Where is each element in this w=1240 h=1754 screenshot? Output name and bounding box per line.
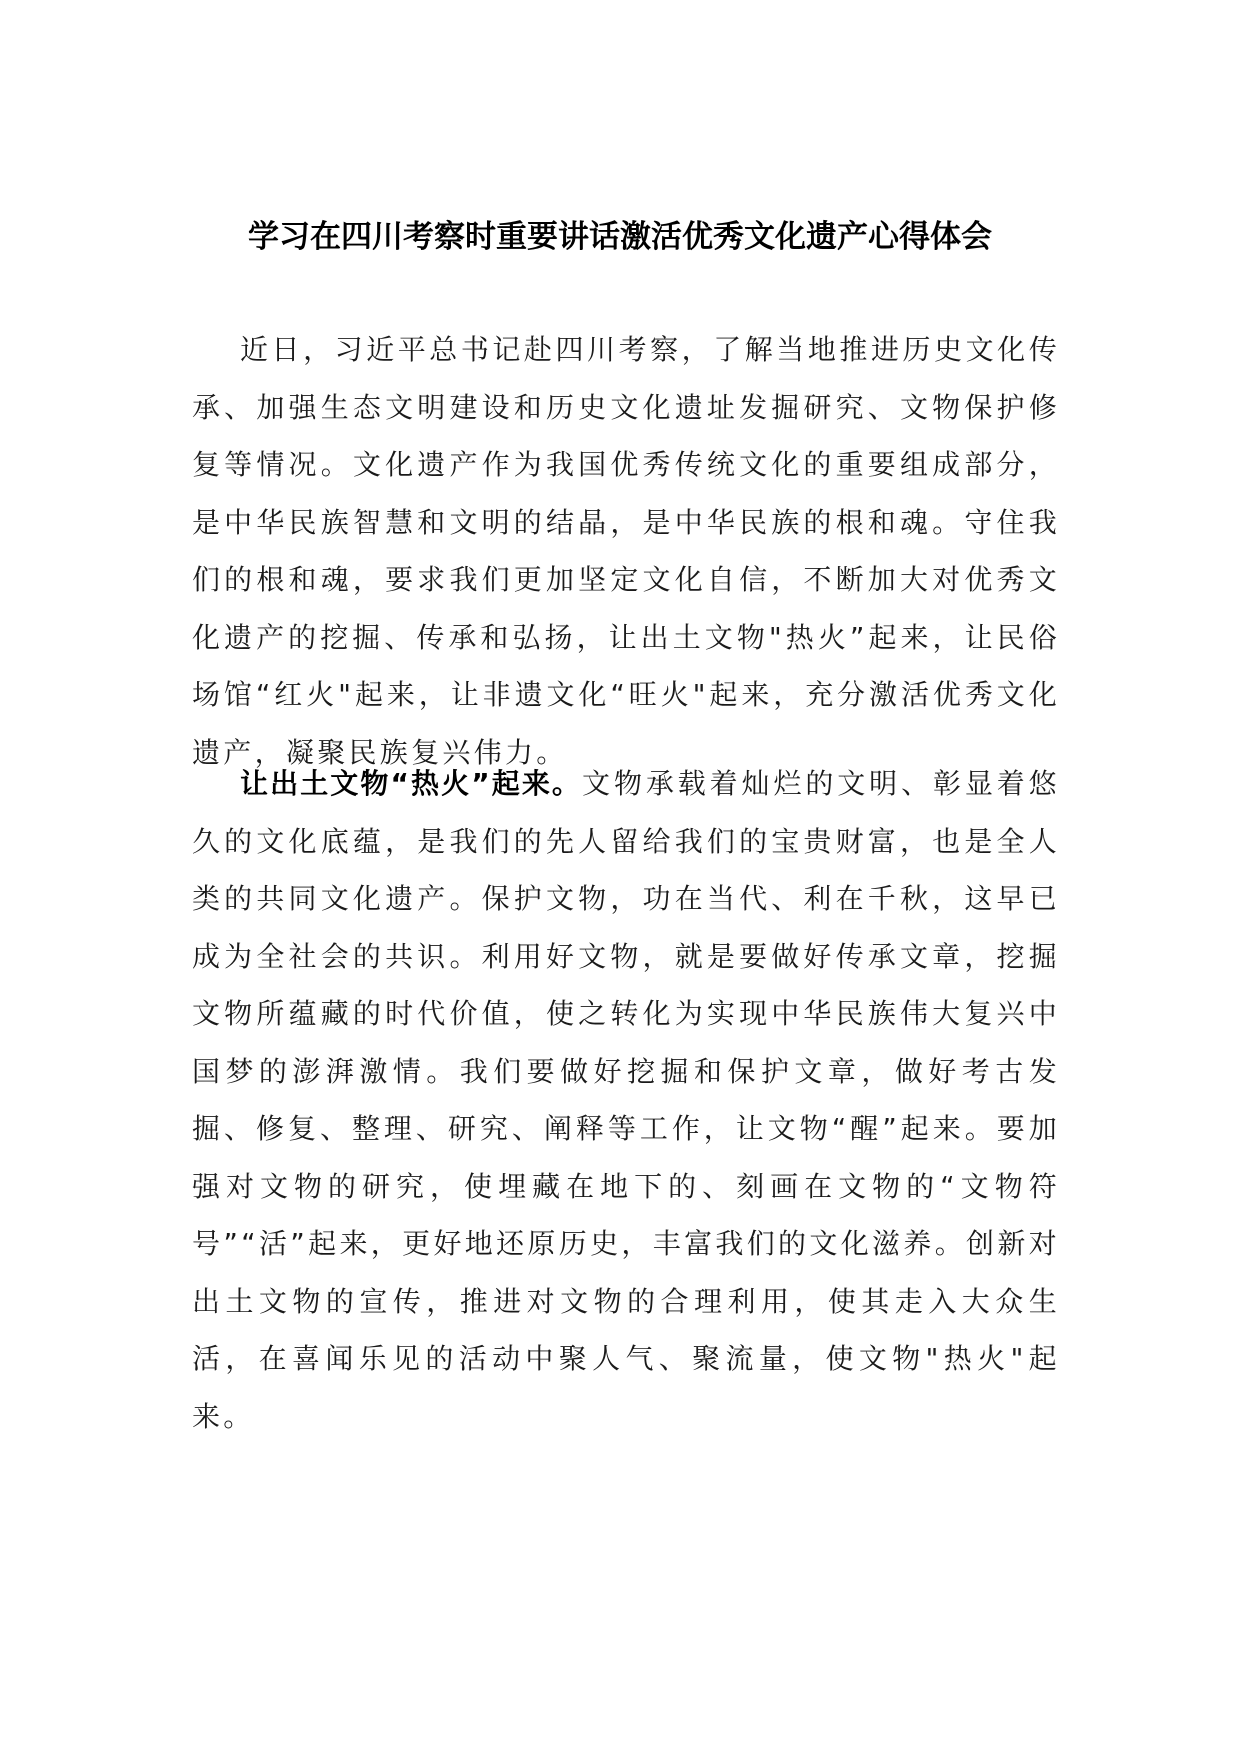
- document-title: 学习在四川考察时重要讲话激活优秀文化遗产心得体会: [248, 219, 992, 255]
- paragraph-intro: [192, 321, 1060, 781]
- paragraph-relics-text: 文物承载着灿烂的文明、彰显着悠久的文化底蕴，是我们的先人留给我们的宝贵财富，也是全人类的共同文化遗产。保护文物，功在当代、利在千秋，这早已成为全社会的共识。利用好文物，就是要做好传承文章，挖掘文物所蕴藏的时代价值，使之转化为实现中华民族伟大复兴中国梦的澎湃激情。我们要做好挖掘和保护文章，做好考古发掘、修复、整理、研究、阐释等工作，让文物“醒”起来。要加强对文物的研究，使埋藏在地下的、刻画在文物的“文物符号”“活”起来，更好地还原历史，丰富我们的文化滋养。创新对出土文物的宣传，推进对文物的合理利用，使其走入大众生活，在喜闻乐见的活动中聚人气、聚流量，使文物"热火"起来。: [192, 767, 1060, 1433]
- paragraph-relics: [192, 755, 1060, 1445]
- paragraph-intro-text: 近日，习近平总书记赴四川考察，了解当地推进历史文化传承、加强生态文明建设和历史文化遗址发掘研究、文物保护修复等情况。文化遗产作为我国优秀传统文化的重要组成部分，是中华民族智慧和文明的结晶，是中华民族的根和魂。守住我们的根和魂，要求我们更加坚定文化自信，不断加大对优秀文化遗产的挖掘、传承和弘扬，让出土文物"热火”起来，让民俗场馆“红火"起来，让非遗文化“旺火"起来，充分激活优秀文化遗产，凝聚民族复兴伟力。: [192, 333, 1060, 769]
- paragraph-relics-heading: 让出土文物“热火”起来。: [240, 767, 583, 800]
